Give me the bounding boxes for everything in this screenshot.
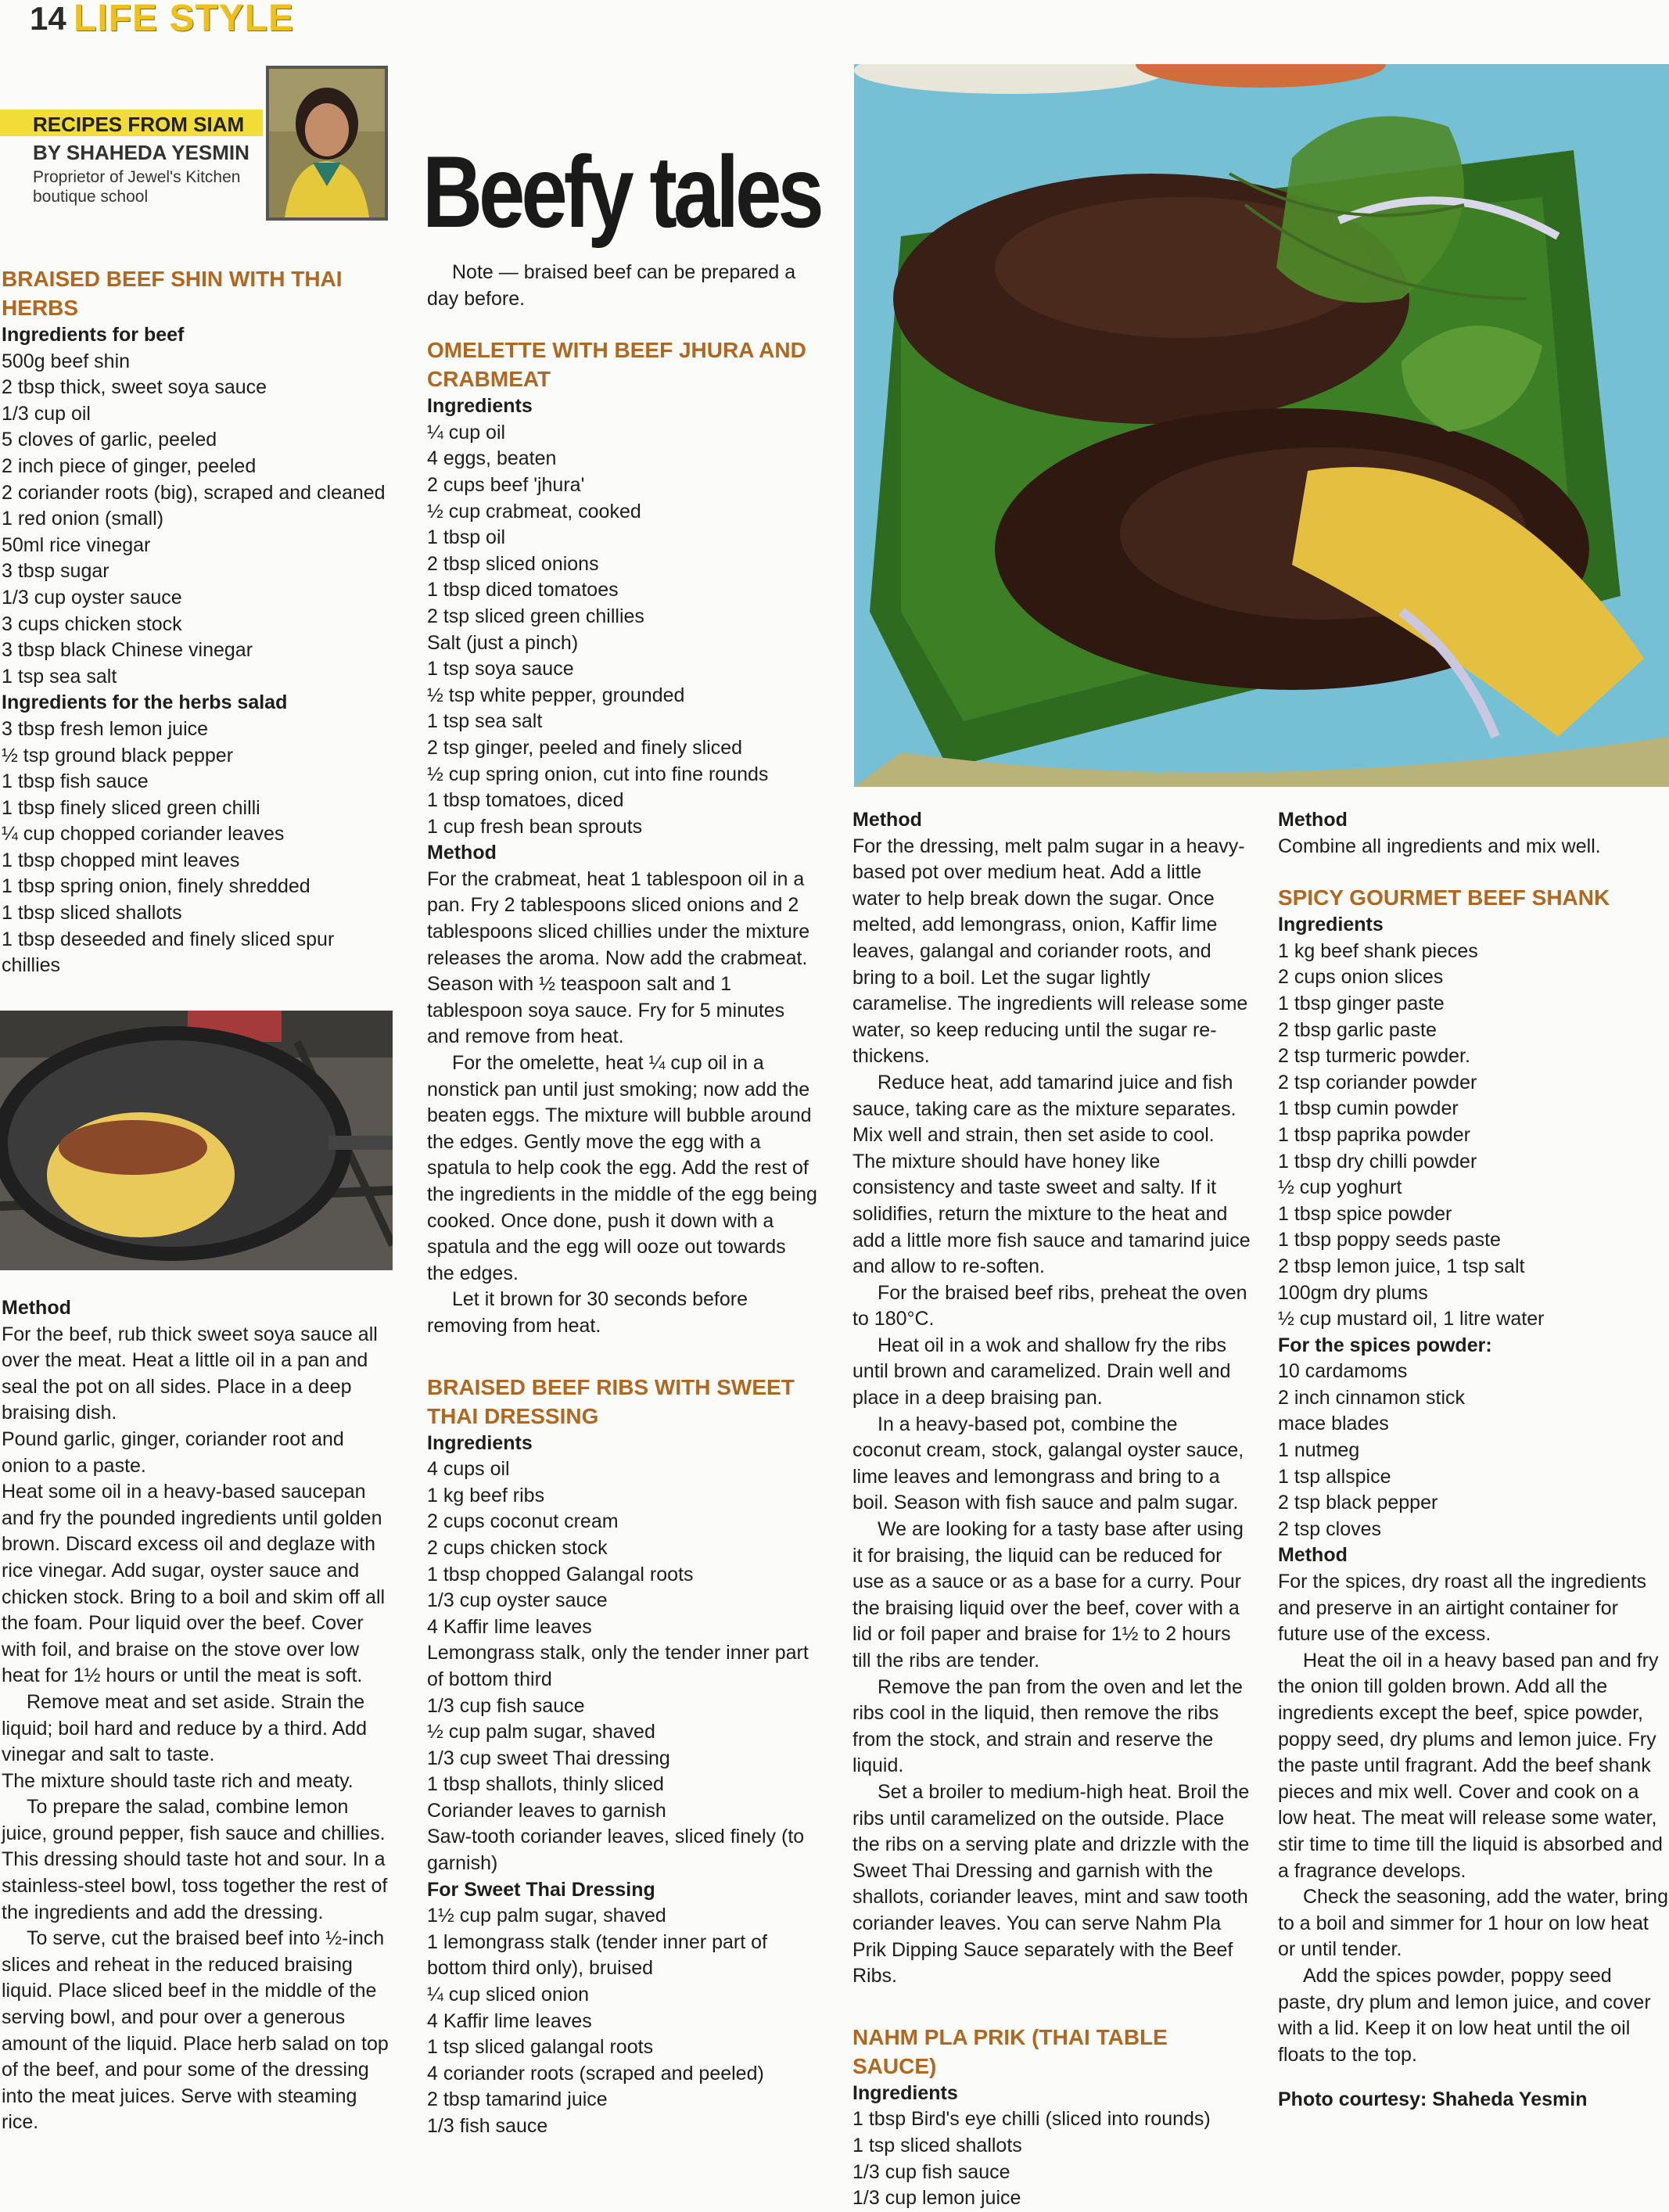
subheading: Method [1278,809,1348,831]
body-text: 5 cloves of garlic, peeled [2,429,217,451]
body-text: ½ cup yoghurt [1278,1176,1402,1199]
body-text: 1 red onion (small) [2,508,164,530]
body-text: 3 tbsp sugar [2,560,109,583]
body-text: 1 tbsp spring onion, finely shredded [2,875,310,898]
body-text: Heat the oil in a heavy based pan and fry the onion till golden brown. Add all the ingredients except the beef, spice powder, poppy seed, dry plums and lemon juice. Fry the paste until fragrant. Add the beef shank pieces and mix well. Cover and cook on a low heat. The meat will release some water, stir time to time till the liquid is absorbed and a fragrance develops. [1278,1649,1663,1882]
body-text: 1 tbsp dry chilli powder [1278,1150,1477,1172]
column-2 [427,260,818,2140]
body-text: 1 kg beef shank pieces [1278,939,1478,962]
recipe-title: NAHM PLA PRIK (THAI TABLE SAUCE) [852,2024,1168,2078]
body-text: For the omelette, heat ¼ cup oil in a nonstick pan until just smoking; now add the beaten eggs. The mixture will bubble around the edges. Gently move the egg with a spatula to help cook the egg. Add the rest of the ingredients in the middle of the egg being cooked. Once done, push it down with a spatula and the egg will ooze out towards the edges. [427,1052,817,1284]
body-text: 1 tbsp Bird's eye chilli (sliced into rounds) [852,2108,1211,2131]
author-description: Proprietor of Jewel's Kitchen boutique school [33,168,241,206]
beef-ribs-photo [854,64,1669,787]
body-text: 3 tbsp fresh lemon juice [2,717,209,740]
body-text: ½ cup mustard oil, 1 litre water [1278,1308,1545,1330]
body-text: Note — braised beef can be prepared a day before. [427,261,796,310]
body-text: 1 tsp sea salt [2,665,117,688]
body-text: Set a broiler to medium-high heat. Broil the ribs until caramelized on the outside. Place the ribs on a serving plate and drizzle with the Sweet Thai Dressing and garnish with the shallots, coriander leaves, mint and saw tooth coriander leaves. You can serve Nahm Pla Prik Dipping Sauce separately with the Beef Ribs. [852,1780,1250,1988]
subheading: Ingredients for the herbs salad [2,691,288,714]
body-text: 2 cups coconut cream [427,1510,619,1533]
body-text: 1/3 cup fish sauce [852,2160,1010,2183]
body-text: 2 tbsp garlic paste [1278,1018,1437,1041]
body-text: 2 cups beef 'jhura' [427,473,585,496]
headline: Beefy tales [422,135,820,249]
body-text: 1 nutmeg [1278,1439,1360,1462]
spacer [852,1990,1251,2018]
body-text: 4 Kaffir lime leaves [427,1615,592,1638]
body-text: Saw-tooth coriander leaves, sliced finely (to garnish) [427,1826,805,1875]
body-text: Check the seasoning, add the water, bring to a boil and simmer for 1 hour on low heat or until tender. [1278,1886,1668,1961]
body-text: 100gm dry plums [1278,1281,1428,1304]
body-text: Add the spices powder, poppy seed paste, dry plum and lemon juice, and cover with a lid. Keep it on low heat until the oil floats to the top. [1278,1964,1651,2066]
body-text: 1 tbsp paprika powder [1278,1123,1470,1146]
body-text: 1 tsp sea salt [427,710,543,733]
body-text: 2 tsp black pepper [1278,1492,1438,1514]
recipe-title: OMELETTE WITH BEEF JHURA AND CRABMEAT [427,338,806,392]
body-text: 2 tbsp tamarind juice [427,2088,608,2111]
body-text: For the braised beef ribs, preheat the oven to 180°C. [852,1281,1247,1330]
author-portrait [266,66,388,221]
body-text: Combine all ingredients and mix well. [1278,835,1601,857]
subheading: For Sweet Thai Dressing [427,1878,655,1901]
body-text: 4 coriander roots (scraped and peeled) [427,2062,764,2085]
body-text: 2 tsp turmeric powder. [1278,1045,1470,1068]
subheading: Ingredients [427,1431,533,1454]
body-text: For the dressing, melt palm sugar in a heavy-based pot over medium heat. Add a little water to help break down the sugar. Once melted, add lemongrass, onion, Kaffir lime leaves, galangal and coriander roots, and bring to a boil. Let the sugar lightly caramelise. The ingredients will release some water, so keep reducing until the sugar re-thickens. [852,835,1248,1068]
body-text: 2 inch cinnamon stick [1278,1386,1466,1409]
body-text: 2 tbsp sliced onions [427,552,599,575]
body-text: ½ cup palm sugar, shaved [427,1721,655,1743]
body-text: In a heavy-based pot, combine the coconut cream, stock, galangal oyster sauce, lime leaves and lemongrass and bring to a boil. Season with fish sauce and palm sugar. [852,1413,1244,1514]
body-text: Let it brown for 30 seconds before removing from heat. [427,1288,748,1337]
body-text: 1 tbsp cumin powder [1278,1097,1459,1120]
body-text: 1 cup fresh bean sprouts [427,815,643,838]
recipe-title: SPICY GOURMET BEEF SHANK [1278,885,1610,910]
body-text: 1/3 cup oyster sauce [427,1589,608,1612]
body-text: 1 tbsp fish sauce [2,770,149,793]
body-text: 1 tbsp oil [427,526,506,549]
recipe-title: BRAISED BEEF RIBS WITH SWEET THAI DRESSING [427,1374,795,1428]
body-text: 2 coriander roots (big), scraped and cleaned [2,481,386,504]
body-text: 1/3 cup oil [2,402,91,425]
spacer [427,312,818,331]
subheading: Method [1278,1544,1348,1567]
subheading: Photo courtesy: Shaheda Yesmin [1278,2088,1588,2111]
body-text: 2 tsp sliced green chillies [427,605,644,627]
body-text: 1 tbsp poppy seeds paste [1278,1229,1501,1251]
body-text: Reduce heat, add tamarind juice and fish sauce, taking care as the mixture separates. Mix well and strain, then set aside to cool. The mixture should have honey like consistency and taste sweet and salty. If it solidifies, return the mixture to the heat and add a little more fish sauce and tamarind juice and allow to re-soften. [852,1071,1251,1278]
body-text: 4 Kaffir lime leaves [427,2009,592,2032]
body-text: 1 tbsp ginger paste [1278,992,1445,1014]
body-text: 1 tbsp chopped mint leaves [2,849,240,871]
body-text: 1 tbsp shallots, thinly sliced [427,1773,664,1796]
body-text: 1 kg beef ribs [427,1484,545,1506]
subheading: Method [427,842,497,864]
body-text: Coriander leaves to garnish [427,1799,666,1822]
subheading: Ingredients for beef [2,324,185,346]
body-text: 1 tbsp finely sliced green chilli [2,796,260,819]
body-text: 1 tsp sliced shallots [852,2134,1022,2156]
body-text: Remove the pan from the oven and let the ribs cool in the liquid, then remove the ribs from the stock, and strain and reserve the liquid. [852,1675,1243,1777]
body-text: Heat oil in a wok and shallow fry the ribs until brown and caramelized. Drain well and place in a deep braising pan. [852,1334,1231,1409]
body-text: For the beef, rub thick sweet soya sauce all over the meat. Heat a little oil in a pan and seal the pot on all sides. Place in a deep braising dish. [2,1323,378,1424]
subheading: Method [2,1297,71,1319]
spacer [1278,860,1669,878]
body-text: mace blades [1278,1413,1389,1435]
body-text: 2 tsp coriander powder [1278,1071,1477,1093]
body-text: Heat some oil in a heavy-based saucepan and fry the pounded ingredients until golden brown. Discard excess oil and deglaze with rice vinegar. Add sugar, oyster sauce and chicken stock. Bring to a boil and skim off all the foam. Pour liquid over the beef. Cover with foil, and braise on the stove over low heat for 1½ hours or until the meat is soft. [2,1481,386,1687]
body-text: ½ tsp white pepper, grounded [427,684,685,706]
column-1-top [2,260,393,979]
body-text: 1½ cup palm sugar, shaved [427,1905,666,1927]
body-text: Salt (just a pinch) [427,631,579,654]
body-text: Remove meat and set aside. Strain the liquid; boil hard and reduce by a third. Add vinegar and salt to taste. [2,1690,367,1766]
body-text: 50ml rice vinegar [2,533,151,556]
column-title: RECIPES FROM SIAM [33,113,245,136]
body-text: To serve, cut the braised beef into ½-inch slices and reheat in the reduced braising liquid. Place sliced beef in the middle of the serving bowl, and pour over a generous amount of the liquid. Place herb salad on top of the beef, and pour some of the dressing into the meat juices. Serve with steaming rice. [2,1927,389,2134]
body-text: 1/3 cup oyster sauce [2,586,182,609]
body-text: 10 cardamoms [1278,1360,1408,1383]
body-text: Pound garlic, ginger, coriander root and onion to a paste. [2,1427,344,1477]
body-text: ½ cup crabmeat, cooked [427,500,641,522]
section-title: LIFE STYLE [74,0,295,39]
body-text: 4 cups oil [427,1458,510,1481]
body-text: 1 tbsp diced tomatoes [427,579,619,601]
subheading: Ingredients [427,395,533,418]
body-text: ¼ cup chopped coriander leaves [2,823,285,846]
spacer [427,1340,818,1368]
body-text: 500g beef shin [2,350,131,372]
body-text: 1 tbsp sliced shallots [2,902,182,925]
body-text: 2 cups onion slices [1278,966,1444,989]
body-text: 1 lemongrass stalk (tender inner part of bottom third only), bruised [427,1930,767,1980]
body-text: 2 inch piece of ginger, peeled [2,454,257,477]
column-4 [1278,807,1669,2113]
body-text: 1 tbsp tomatoes, diced [427,789,624,812]
body-text: 4 eggs, beaten [427,447,557,470]
body-text: 1 tbsp deseeded and finely sliced spur chillies [2,928,335,977]
body-text: 2 tsp cloves [1278,1517,1382,1540]
body-text: 1 tbsp spice powder [1278,1202,1452,1225]
body-text: For the spices, dry roast all the ingredients and preserve in an airtight container for future use of the excess. [1278,1571,1647,1646]
body-text: ¼ cup oil [427,421,506,443]
body-text: 1 tsp soya sauce [427,658,574,680]
body-text: 2 tbsp lemon juice, 1 tsp salt [1278,1255,1525,1277]
body-text: 1/3 cup sweet Thai dressing [427,1747,670,1769]
spacer [1278,2068,1669,2087]
column-1-bottom [2,1295,393,2136]
body-text: ½ tsp ground black pepper [2,744,234,767]
body-text: 1/3 cup fish sauce [427,1694,585,1717]
body-text: 2 cups chicken stock [427,1536,608,1559]
body-text: ½ cup spring onion, cut into fine rounds [427,763,769,785]
body-text: ¼ cup sliced onion [427,1984,590,2006]
body-text: Lemongrass stalk, only the tender inner part of bottom third [427,1642,809,1690]
body-text: 3 tbsp black Chinese vinegar [2,639,253,662]
body-text: 1 tsp sliced galangal roots [427,2036,654,2059]
subheading: Ingredients [852,2081,958,2104]
body-text: 1 tbsp chopped Galangal roots [427,1563,694,1585]
body-text: The mixture should taste rich and meaty. [2,1769,354,1792]
body-text: 2 tbsp thick, sweet soya sauce [2,376,267,399]
body-text: 1 tsp allspice [1278,1465,1391,1488]
body-text: 1/3 cup lemon juice [852,2187,1021,2210]
body-text: 1/3 fish sauce [427,2115,548,2137]
author-name: BY SHAHEDA YESMIN [33,141,249,164]
subheading: Method [852,809,922,831]
body-text: 3 cups chicken stock [2,612,182,635]
column-3 [852,807,1251,2212]
body-text: We are looking for a tasty base after using it for braising, the liquid can be reduced for use as a sauce or as a base for a curry. Pour the braising liquid over the beef, cover with a lid or foil paper and braise for 1½ to 2 hours till the ribs are tender. [852,1518,1244,1672]
body-text: To prepare the salad, combine lemon juice, ground pepper, fish sauce and chillies. This dressing should taste hot and sour. In a stainless-steel bowl, toss together the rest of the ingredients and add the dressing. [2,1796,388,1923]
page-number: 14 [30,0,66,37]
recipe-title: BRAISED BEEF SHIN WITH THAI HERBS [2,267,343,320]
subheading: Ingredients [1278,914,1384,936]
subheading: For the spices powder: [1278,1334,1492,1356]
omelette-photo [0,1011,393,1270]
body-text: For the crabmeat, heat 1 tablespoon oil in a pan. Fry 2 tablespoons sliced onions and 2 tablespoons sliced chillies under the mixture releases the aroma. Now add the crabmeat. Season with ½ teaspoon salt and 1 tablespoon soya sauce. Fry for 5 minutes and remove from heat. [427,867,810,1048]
body-text: 2 tsp ginger, peeled and finely sliced [427,736,743,759]
